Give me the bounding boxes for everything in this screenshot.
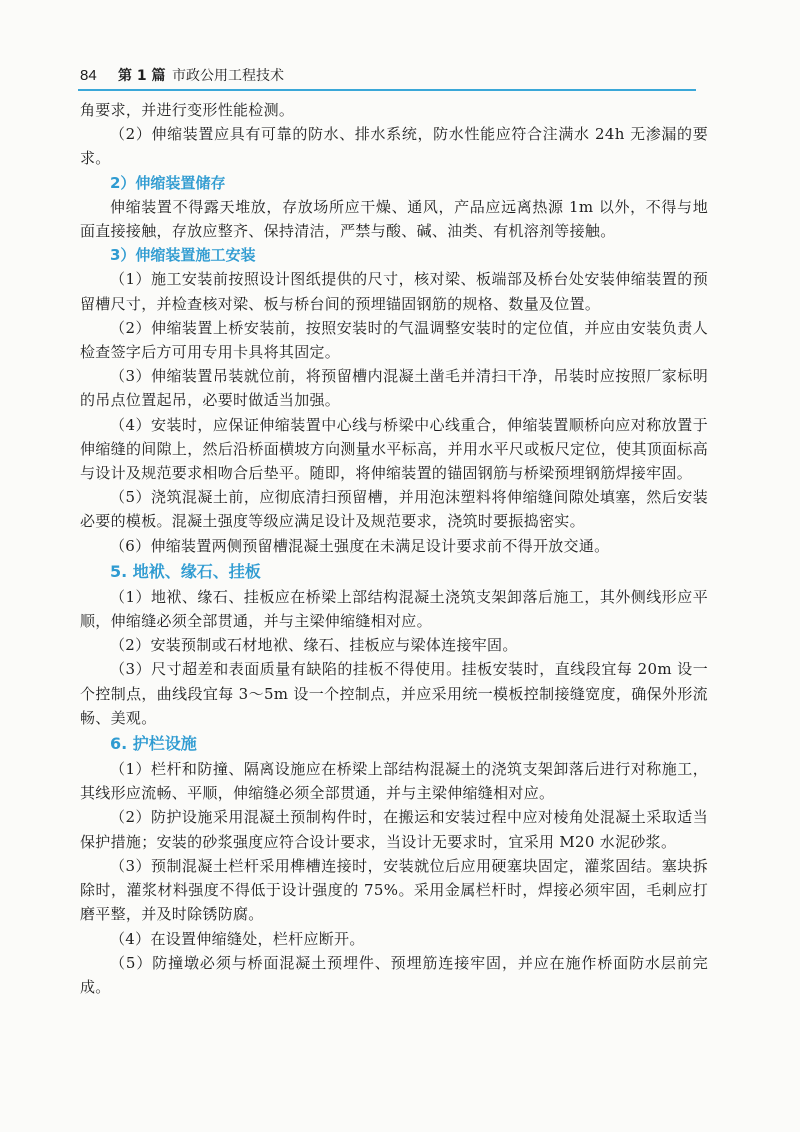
paragraph-install-3: （3）伸缩装置吊装就位前，将预留槽内混凝土凿毛并清扫干净，吊装时应按照厂家标明的吊点位置起吊，必要时做适当加强。	[80, 367, 708, 410]
paragraph-install-6: （6）伸缩装置两侧预留槽混凝土强度在未满足设计要求前不得开放交通。	[110, 536, 610, 555]
paragraph-install-2: （2）伸缩装置上桥安装前，按照安装时的气温调整安装时的定位值，并应由安装负责人检查签字后方可用专用卡具将其固定。	[80, 318, 708, 362]
page-number: 84	[80, 67, 97, 84]
heading-installation: 3）伸缩装置施工安装	[110, 246, 256, 265]
paragraph-install-5: （5）浇筑混凝土前，应彻底清扫预留槽，并用泡沫塑料将伸缩缝间隙处填塞，然后安装必要的模板。混凝土强度等级应满足设计及规范要求，浇筑时要振捣密实。	[80, 488, 708, 531]
page-content	[80, 98, 708, 999]
paragraph-curb-2: （2）安装预制或石材地袱、缘石、挂板应与梁体连接牢固。	[110, 636, 518, 655]
paragraph-continuation: 角要求，并进行变形性能检测。	[80, 101, 295, 119]
paragraph-rail-5: （5）防撞墩必须与桥面混凝土预埋件、预埋筋连接牢固，并应在施作桥面防水层前完成。	[80, 953, 708, 996]
paragraph-rail-3: （3）预制混凝土栏杆采用榫槽连接时，安装就位后应用硬塞块固定，灌浆固结。塞块拆除时，灌浆材料强度不得低于设计强度的 75%。采用金属栏杆时，焊接必须牢固，毛刺应打磨平整，并及时除锈防腐。	[80, 856, 708, 924]
heading-storage: 2）伸缩装置储存	[110, 173, 226, 192]
paragraph-install-1: （1）施工安装前按照设计图纸提供的尺寸，核对梁、板端部及桥台处安装伸缩装置的预留槽尺寸，并检查核对梁、板与桥台间的预埋锚固钢筋的规格、数量及位置。	[80, 270, 708, 313]
heading-railing: 6. 护栏设施	[110, 734, 197, 754]
paragraph-rail-4: （4）在设置伸缩缝处，栏杆应断开。	[110, 929, 365, 948]
heading-curb: 5. 地袱、缘石、挂板	[110, 561, 261, 581]
chapter-title: 市政公用工程技术	[172, 68, 284, 84]
paragraph-curb-3: （3）尺寸超差和表面质量有缺陷的挂板不得使用。挂板安装时，直线段宜每 20m 设一个控制点，曲线段宜每 3～5m 设一个控制点，并应采用统一模板控制接缝宽度，确保外形流畅、美观。	[80, 660, 708, 727]
paragraph-storage: 伸缩装置不得露天堆放，存放场所应干燥、通风，产品应远离热源 1m 以外，不得与地面直接接触，存放应整齐、保持清洁，严禁与酸、碱、油类、有机溶剂等接触。	[80, 197, 708, 241]
paragraph-rail-2: （2）防护设施采用混凝土预制构件时，在搬运和安装过程中应对棱角处混凝土采取适当保护措施；安装的砂浆强度应符合设计要求，当设计无要求时，宜采用 M20 水泥砂浆。	[80, 808, 708, 851]
paragraph-install-4: （4）安装时，应保证伸缩装置中心线与桥梁中心线重合，伸缩装置顺桥向应对称放置于伸缩缝的间隙上，然后沿桥面横坡方向测量水平标高，并用水平尺或板尺定位，使其顶面标高与设计及规范要求相吻合后垫平。随即，将伸缩装置的锚固钢筋与桥梁预埋钢筋焊接牢固。	[80, 415, 708, 483]
page-header	[80, 66, 696, 88]
paragraph-curb-1: （1）地袱、缘石、挂板应在桥梁上部结构混凝土浇筑支架卸落后施工，其外侧线形应平顺，伸缩缝必须全部贯通，并与主梁伸缩缝相对应。	[80, 587, 708, 631]
header-rule	[78, 89, 696, 91]
chapter-label: 第 1 篇	[118, 68, 166, 84]
paragraph-rail-1: （1）栏杆和防撞、隔离设施应在桥梁上部结构混凝土的浇筑支架卸落后进行对称施工，其线形应流畅、平顺，伸缩缝必须全部贯通，并与主梁伸缩缝相对应。	[80, 760, 708, 803]
paragraph-waterproof: （2）伸缩装置应具有可靠的防水、排水系统，防水性能应符合注满水 24h 无渗漏的要求。	[80, 125, 708, 168]
